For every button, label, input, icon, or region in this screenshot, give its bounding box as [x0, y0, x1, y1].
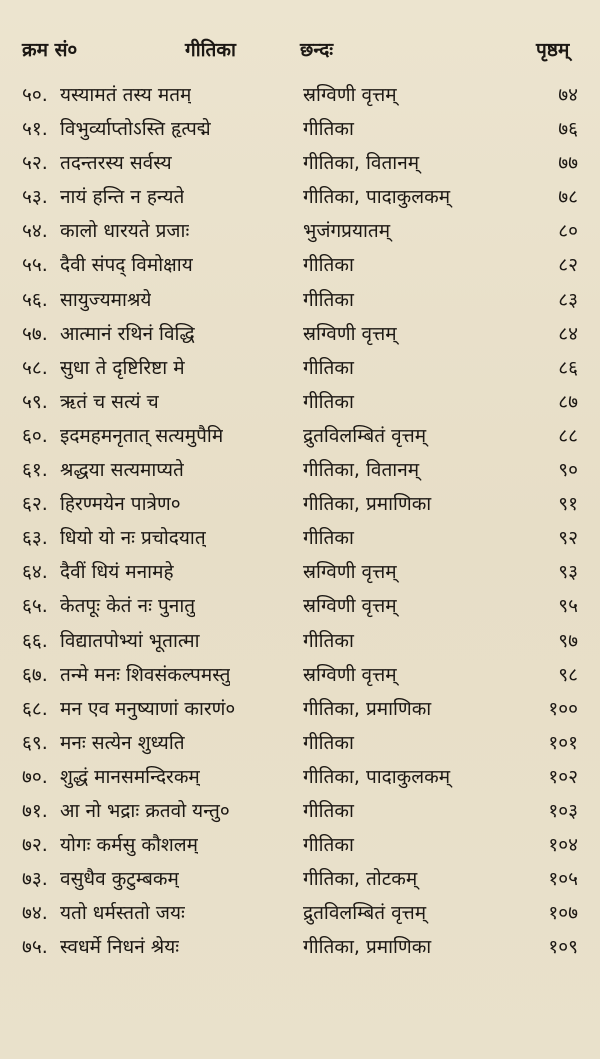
row-metre: गीतिका — [303, 118, 354, 141]
row-metre: गीतिका, प्रमाणिका — [303, 493, 432, 516]
row-page: ८३ — [558, 288, 578, 311]
table-row — [0, 283, 600, 317]
row-metre: स्रग्विणी वृत्तम् — [303, 322, 397, 345]
header-serial-number: क्रम सं० — [22, 39, 78, 61]
table-row — [0, 658, 600, 692]
row-page: १०४ — [548, 834, 578, 857]
row-number: ६१. — [22, 459, 48, 482]
row-page: १०१ — [548, 731, 578, 754]
table-row — [0, 487, 600, 521]
row-page: ७४ — [558, 84, 578, 106]
table-row — [0, 214, 600, 248]
row-page: ७७ — [558, 152, 578, 175]
row-title: सायुज्यमाश्रये — [60, 288, 152, 311]
row-number: ५५. — [22, 254, 48, 277]
row-page: ७६ — [558, 118, 578, 141]
row-metre: स्रग्विणी वृत्तम् — [303, 84, 397, 106]
row-metre: गीतिका, पादाकुलकम् — [303, 765, 451, 788]
header-title: गीतिका — [185, 39, 236, 61]
row-metre: स्रग्विणी वृत्तम् — [303, 561, 397, 584]
row-page: ८७ — [558, 390, 578, 413]
row-page: ८४ — [558, 322, 578, 345]
row-title: कालो धारयते प्रजाः — [60, 220, 190, 243]
row-title: दैवीं धियं मनामहे — [60, 561, 174, 584]
table-row — [0, 726, 600, 760]
table-row — [0, 180, 600, 214]
row-page: ७८ — [558, 186, 578, 209]
row-page: १०५ — [548, 868, 578, 891]
row-metre: द्रुतविलम्बितं वृत्तम् — [303, 902, 427, 925]
row-number: ५८. — [22, 356, 48, 379]
table-row — [0, 589, 600, 623]
row-metre: गीतिका — [303, 799, 354, 822]
table-row — [0, 351, 600, 385]
row-title: विभुर्व्याप्तोऽस्ति हृत्पद्मे — [60, 118, 211, 141]
row-page: ९५ — [558, 595, 578, 618]
row-title: दैवी संपद् विमोक्षाय — [60, 254, 193, 277]
row-page: ८८ — [558, 424, 578, 447]
row-metre: स्रग्विणी वृत्तम् — [303, 663, 397, 686]
table-header — [0, 32, 600, 66]
row-page: १०७ — [548, 902, 578, 925]
row-number: ६६. — [22, 629, 48, 652]
row-metre: गीतिका — [303, 629, 354, 652]
table-row — [0, 692, 600, 726]
row-metre: गीतिका, प्रमाणिका — [303, 697, 432, 720]
row-title: नायं हन्ति न हन्यते — [60, 186, 185, 209]
row-title: वसुधैव कुटुम्बकम् — [60, 868, 179, 891]
row-number: ७२. — [22, 834, 48, 857]
row-number: ७१. — [22, 799, 48, 822]
row-page: ९३ — [558, 561, 578, 584]
row-metre: गीतिका — [303, 527, 354, 550]
row-number: ६०. — [22, 424, 48, 447]
table-row — [0, 317, 600, 351]
row-number: ६९. — [22, 731, 48, 754]
row-title: शुद्धं मानसमन्दिरकम् — [60, 765, 200, 788]
row-title: तन्मे मनः शिवसंकल्पमस्तु — [60, 663, 231, 686]
contents-list — [0, 78, 600, 964]
row-number: ७४. — [22, 902, 48, 925]
row-title: सुधा ते दृष्टिरिष्टा मे — [60, 356, 185, 379]
table-row — [0, 930, 600, 964]
row-number: ६५. — [22, 595, 48, 618]
table-row — [0, 146, 600, 180]
row-title: धियो यो नः प्रचोदयात् — [60, 527, 206, 550]
row-page: १०० — [548, 697, 578, 720]
header-page: पृष्ठम् — [536, 39, 570, 61]
row-title: ऋतं च सत्यं च — [60, 390, 159, 413]
row-title: हिरण्मयेन पात्रेण० — [60, 493, 181, 516]
table-row — [0, 624, 600, 658]
row-number: ६७. — [22, 663, 48, 686]
row-title: योगः कर्मसु कौशलम् — [60, 834, 199, 857]
row-number: ५०. — [22, 84, 48, 106]
row-metre: भुजंगप्रयातम् — [303, 220, 391, 243]
row-page: ९७ — [558, 629, 578, 652]
row-page: ९१ — [558, 493, 578, 516]
row-page: ८० — [558, 220, 578, 243]
row-metre: गीतिका — [303, 731, 354, 754]
table-row — [0, 555, 600, 589]
row-title: यतो धर्मस्ततो जयः — [60, 902, 185, 925]
row-title: विद्यातपोभ्यां भूतात्मा — [60, 629, 200, 652]
row-metre: गीतिका, वितानम् — [303, 152, 420, 175]
table-row — [0, 794, 600, 828]
row-metre: स्रग्विणी वृत्तम् — [303, 595, 397, 618]
row-number: ७३. — [22, 868, 48, 891]
row-title: यस्यामतं तस्य मतम् — [60, 84, 192, 106]
row-metre: गीतिका — [303, 356, 354, 379]
row-number: ५२. — [22, 152, 48, 175]
row-page: १०३ — [548, 799, 578, 822]
row-page: ९८ — [558, 663, 578, 686]
row-title: केतपूः केतं नः पुनातु — [60, 595, 196, 618]
row-metre: गीतिका, तोटकम् — [303, 868, 418, 891]
row-metre: गीतिका, पादाकुलकम् — [303, 186, 451, 209]
row-title: मनः सत्येन शुध्यति — [60, 731, 185, 754]
row-number: ६२. — [22, 493, 48, 516]
table-row — [0, 521, 600, 555]
row-number: ५६. — [22, 288, 48, 311]
table-row — [0, 248, 600, 282]
row-page: ९२ — [558, 527, 578, 550]
table-row — [0, 453, 600, 487]
table-row — [0, 760, 600, 794]
row-metre: गीतिका — [303, 254, 354, 277]
table-row — [0, 862, 600, 896]
row-title: इदमहमनृतात् सत्यमुपैमि — [60, 424, 224, 447]
row-metre: द्रुतविलम्बितं वृत्तम् — [303, 424, 427, 447]
row-page: ९० — [558, 459, 578, 482]
row-metre: गीतिका — [303, 390, 354, 413]
row-number: ५४. — [22, 220, 48, 243]
row-title: आत्मानं रथिनं विद्धि — [60, 322, 195, 345]
table-row — [0, 385, 600, 419]
table-row — [0, 78, 600, 112]
table-row — [0, 419, 600, 453]
row-page: ८६ — [558, 356, 578, 379]
row-number: ६३. — [22, 527, 48, 550]
row-page: १०९ — [548, 936, 578, 959]
row-page: ८२ — [558, 254, 578, 277]
row-number: ६४. — [22, 561, 48, 584]
row-number: ७५. — [22, 936, 48, 959]
row-title: श्रद्धया सत्यमाप्यते — [60, 459, 184, 482]
table-row — [0, 828, 600, 862]
row-number: ७०. — [22, 765, 48, 788]
row-title: तदन्तरस्य सर्वस्य — [60, 152, 172, 175]
row-number: ५१. — [22, 118, 48, 141]
row-metre: गीतिका, वितानम् — [303, 459, 420, 482]
row-number: ५७. — [22, 322, 48, 345]
row-page: १०२ — [548, 765, 578, 788]
row-title: मन एव मनुष्याणां कारणं० — [60, 697, 236, 720]
row-metre: गीतिका — [303, 288, 354, 311]
header-metre: छन्दः — [300, 39, 334, 61]
row-number: ६८. — [22, 697, 48, 720]
row-title: स्वधर्मे निधनं श्रेयः — [60, 936, 180, 959]
row-metre: गीतिका, प्रमाणिका — [303, 936, 432, 959]
table-row — [0, 112, 600, 146]
row-metre: गीतिका — [303, 834, 354, 857]
row-number: ५३. — [22, 186, 48, 209]
row-number: ५९. — [22, 390, 48, 413]
table-row — [0, 896, 600, 930]
row-title: आ नो भद्राः क्रतवो यन्तु० — [60, 799, 230, 822]
